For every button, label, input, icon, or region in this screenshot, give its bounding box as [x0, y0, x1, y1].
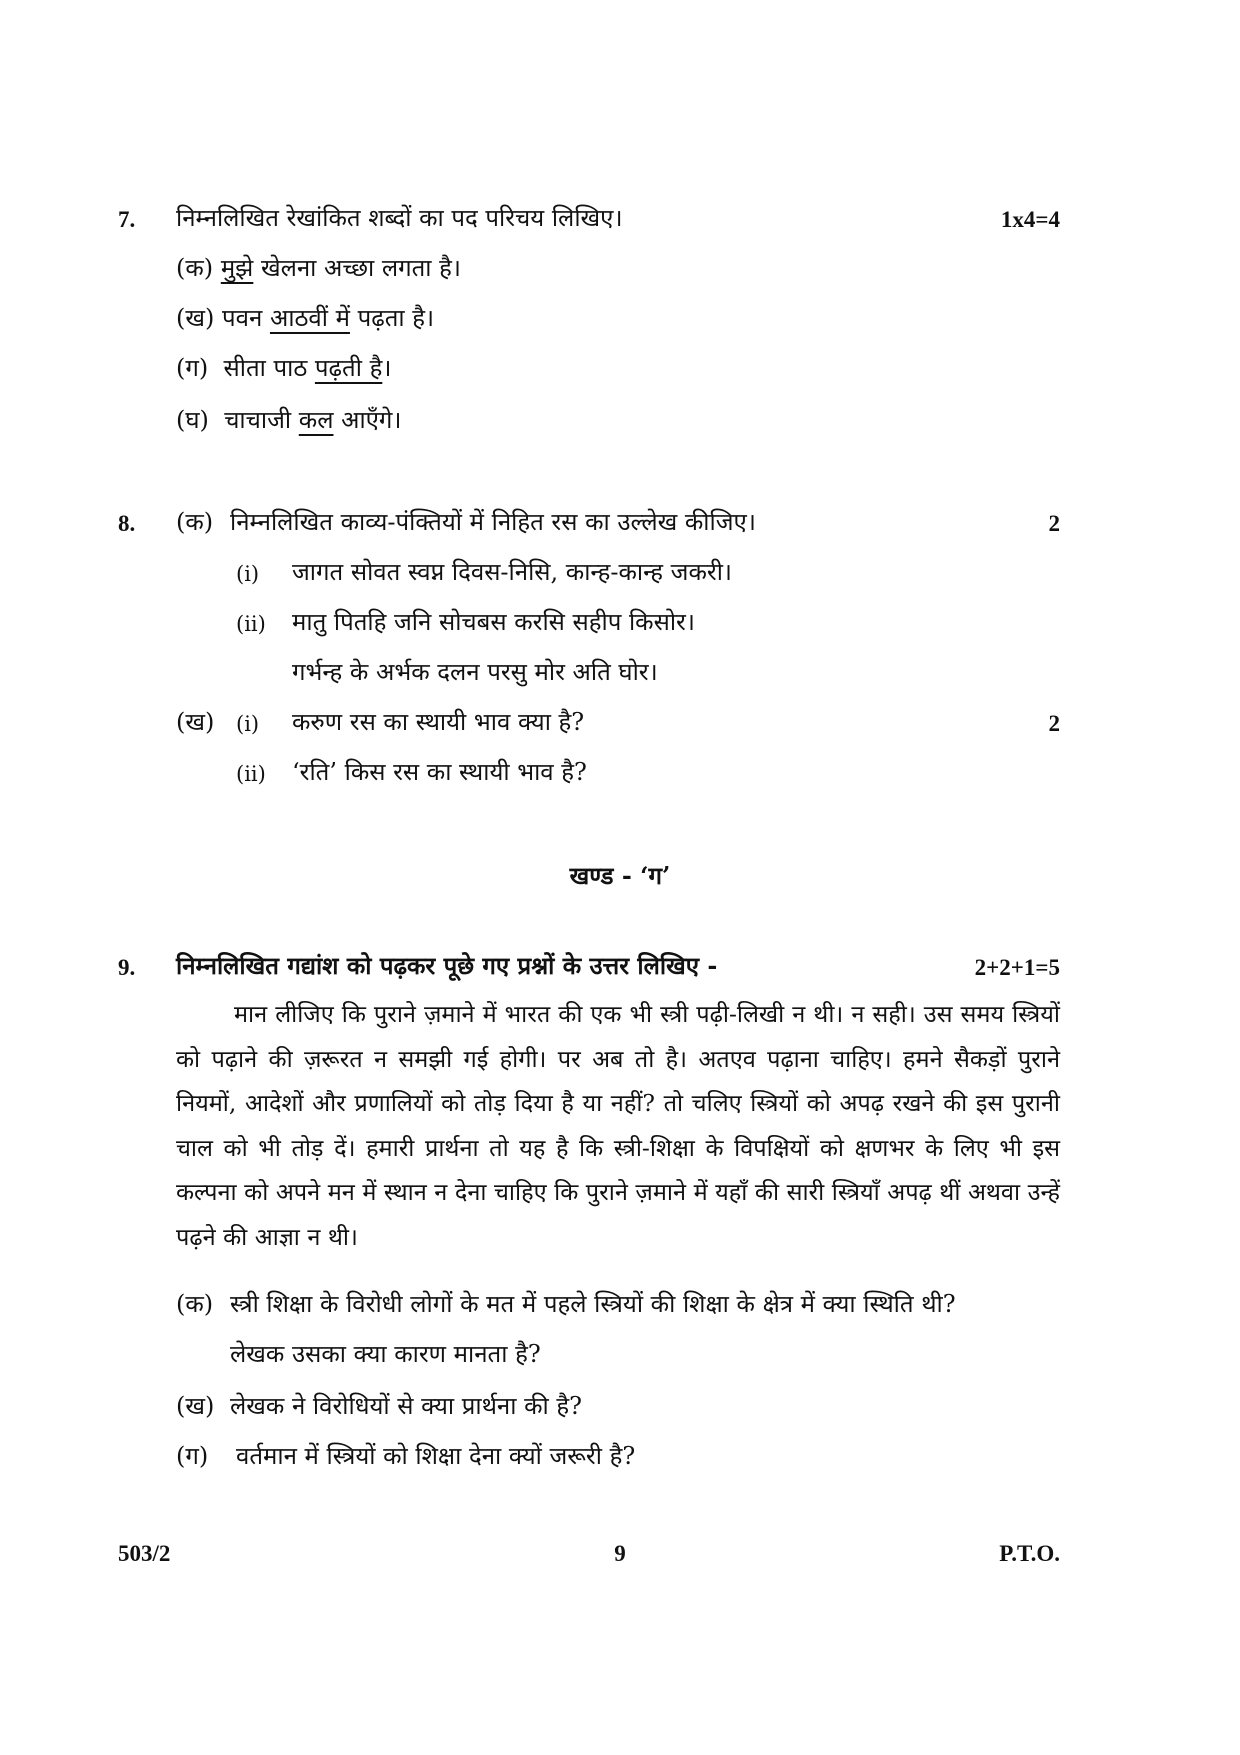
question-text: वर्तमान में स्त्रियों को शिक्षा देना क्यों जरूरी है? [236, 1442, 636, 1470]
pto-label: P.T.O. [999, 1541, 1060, 1566]
part-label: (ख) [176, 708, 215, 736]
list-item: (घ) चाचाजी कल आएँगे। [176, 406, 402, 434]
question-text: निम्नलिखित गद्यांश को पढ़कर पूछे गए प्रश्नों के उत्तर लिखिए - [176, 951, 718, 980]
verse-line: मातु पितहि जनि सोचबस करसि सहीप किसोर। [292, 608, 695, 636]
marks: 2+2+1=5 [974, 955, 1060, 980]
list-item: (ग) सीता पाठ पढ़ती है। [176, 354, 392, 382]
marks: 2 [1048, 511, 1060, 536]
question-text: स्त्री शिक्षा के विरोधी लोगों के मत में पहले स्त्रियों की शिक्षा के क्षेत्र में क्या स्थिति थी? [230, 1290, 956, 1318]
sub-label: (ii) [236, 612, 266, 636]
marks: 1x4=4 [1000, 207, 1060, 232]
verse-line: जागत सोवत स्वप्न दिवस-निसि, कान्ह-कान्ह जकरी। [292, 558, 733, 586]
list-item: (ख) पवन आठवीं में पढ़ता है। [176, 304, 435, 332]
part-label: (ग) [176, 1442, 209, 1470]
part-label: (ख) [176, 1392, 215, 1420]
question-text: लेखक उसका क्या कारण मानता है? [230, 1340, 541, 1368]
section-heading: खण्ड - ‘ग’ [569, 861, 671, 890]
question-text: निम्नलिखित काव्य-पंक्तियों में निहित रस का उल्लेख कीजिए। [230, 508, 756, 536]
sub-label: (ii) [236, 762, 266, 786]
paper-code: 503/2 [118, 1541, 171, 1566]
list-item: (क) मुझे खेलना अच्छा लगता है। [176, 254, 461, 282]
question-text: लेखक ने विरोधियों से क्या प्रार्थना की है? [230, 1392, 582, 1420]
part-label: (क) [176, 508, 214, 536]
verse-line: गर्भन्ह के अर्भक दलन परसु मोर अति घोर। [292, 658, 658, 686]
marks: 2 [1048, 711, 1060, 736]
sub-label: (i) [236, 712, 260, 736]
question-number: 7. [118, 207, 136, 232]
question-number: 8. [118, 511, 136, 536]
question-text: करुण रस का स्थायी भाव क्या है? [292, 708, 585, 736]
question-text: निम्नलिखित रेखांकित शब्दों का पद परिचय लिखिए। [176, 204, 623, 232]
question-text: ‘रति’ किस रस का स्थायी भाव है? [292, 758, 587, 786]
question-number: 9. [118, 955, 136, 980]
sub-label: (i) [236, 562, 260, 586]
passage: मान लीजिए कि पुराने ज़माने में भारत की एक भी स्त्री पढ़ी-लिखी न थी। न सही। उस समय स्त्रियों को पढ़ाने की ज़रूरत न समझी गई होगी। पर अब तो है। अतएव पढ़ाना चाहिए। हमने सैकड़ों पुराने नियमों, आदेशों और प्रणालियों को तोड़ दिया है या नहीं? तो चलिए स्त्रियों को अपढ़ रखने की इस पुरानी चाल को भी तोड़ दें। हमारी प्रार्थना तो यह है कि स्त्री-शिक्षा के विपक्षियों को क्षणभर के लिए भी इस कल्पना को अपने मन में स्थान न देना चाहिए कि पुराने ज़माने में यहाँ की सारी स्त्रियाँ अपढ़ थीं अथवा उन्हें पढ़ने की आज्ञा न थी। [176, 1000, 1060, 1251]
page-number: 9 [614, 1541, 626, 1566]
part-label: (क) [176, 1290, 214, 1318]
